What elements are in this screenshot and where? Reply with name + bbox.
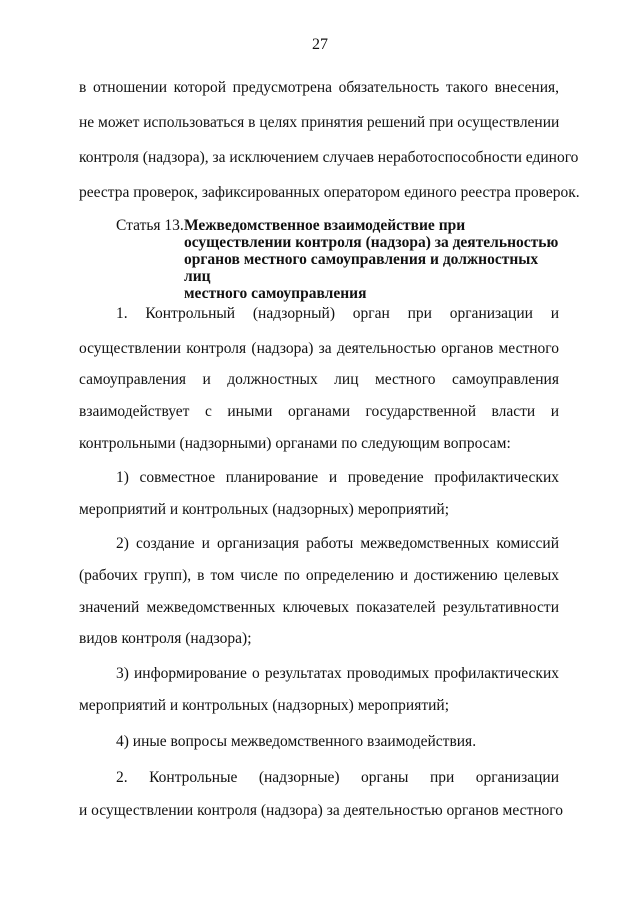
- list-item-2-line: (рабочих групп), в том числе по определению и достижению целевых: [79, 567, 559, 584]
- intro-line: в отношении которой предусмотрена обязательность такого внесения,: [79, 79, 559, 96]
- intro-line: реестра проверок, зафиксированных оператором единого реестра проверок.: [79, 184, 580, 201]
- article-title: [184, 217, 564, 302]
- paragraph-1-line: осуществлении контроля (надзора) за деятельностью органов местного: [79, 340, 559, 357]
- list-item-2-line: видов контроля (надзора);: [79, 630, 252, 647]
- page-number: 27: [312, 36, 328, 53]
- paragraph-2-line: 2. Контрольные (надзорные) органы при организации: [116, 769, 559, 786]
- list-item-2-line: 2) создание и организация работы межведомственных комиссий: [116, 535, 559, 552]
- list-item-4-line: 4) иные вопросы межведомственного взаимодействия.: [116, 733, 477, 750]
- paragraph-1-line: 1. Контрольный (надзорный) орган при организации и: [116, 305, 559, 322]
- list-item-3-line: 3) информирование о результатах проводимых профилактических: [116, 665, 559, 682]
- paragraph-1-line: контрольными (надзорными) органами по следующим вопросам:: [79, 435, 511, 452]
- article-title-line: Межведомственное взаимодействие при: [184, 217, 466, 234]
- list-item-2-line: значений межведомственных ключевых показателей результативности: [79, 599, 559, 616]
- paragraph-2-line: и осуществлении контроля (надзора) за деятельностью органов местного: [79, 802, 564, 819]
- article-label: Статья 13.: [116, 217, 184, 234]
- list-item-3-line: мероприятий и контрольных (надзорных) мероприятий;: [79, 697, 450, 714]
- article-title-line: осуществлении контроля (надзора) за деятельностью: [184, 234, 559, 251]
- article-title-line: органов местного самоуправления и должностных лиц: [184, 251, 539, 285]
- list-item-1-line: мероприятий и контрольных (надзорных) мероприятий;: [79, 501, 450, 518]
- paragraph-1-line: взаимодействует с иными органами государственной власти и: [79, 403, 559, 420]
- list-item-1-line: 1) совместное планирование и проведение профилактических: [116, 469, 559, 486]
- intro-line: не может использоваться в целях принятия решений при осуществлении: [79, 114, 560, 131]
- intro-line: контроля (надзора), за исключением случаев неработоспособности единого: [79, 149, 579, 166]
- article-title-line: местного самоуправления: [184, 285, 367, 302]
- paragraph-1-line: самоуправления и должностных лиц местного самоуправления: [79, 371, 559, 388]
